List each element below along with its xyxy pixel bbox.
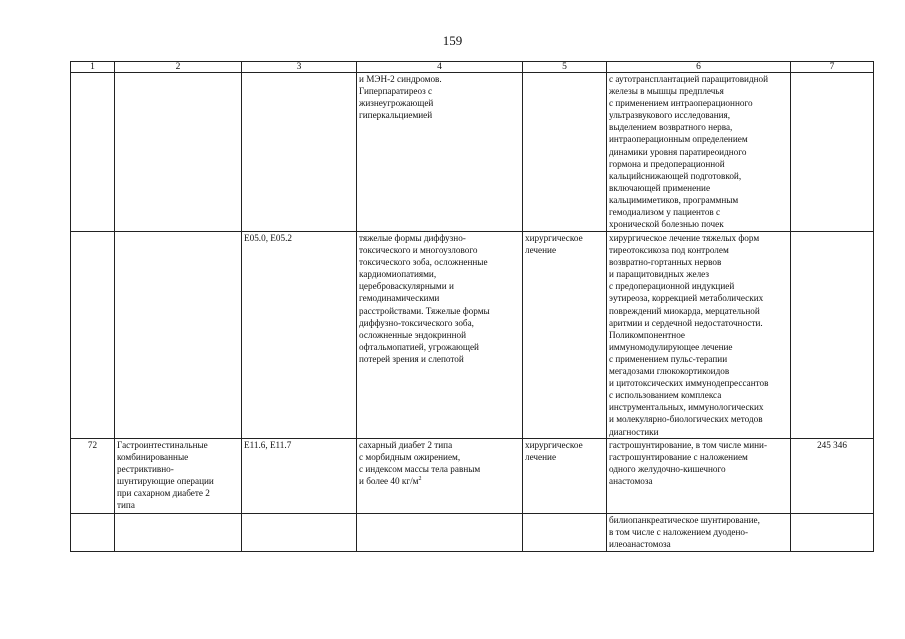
text-line: ультразвукового исследования, bbox=[609, 110, 731, 121]
text-line: выделением возвратного нерва, bbox=[609, 122, 733, 133]
treatment-type-cell bbox=[523, 513, 607, 551]
text-line: железы в мышцы предплечья bbox=[609, 86, 724, 97]
cost-cell bbox=[791, 232, 874, 439]
text-line: типа bbox=[117, 500, 135, 511]
bmi-text: и более 40 кг/м bbox=[359, 475, 419, 486]
procedures-table bbox=[70, 61, 874, 552]
text-line: цереброваскулярными и bbox=[359, 281, 454, 292]
text-line: билиопанкреатическое шунтирование, bbox=[609, 514, 760, 525]
page-number: 159 bbox=[442, 33, 463, 48]
cost-cell bbox=[791, 513, 874, 551]
text-line: лечение bbox=[525, 245, 557, 256]
text-line: диффузно-токсического зоба, bbox=[359, 317, 474, 328]
treatment-method-cell bbox=[607, 438, 791, 513]
text-line: повреждений миокарда, мерцательной bbox=[609, 305, 760, 316]
row-number-cell bbox=[71, 513, 115, 551]
text-line: и молекулярно-биологических методов bbox=[609, 414, 763, 425]
text-line: с предоперационной индукцией bbox=[609, 281, 735, 292]
text-line: тиреотоксикоза под контролем bbox=[609, 245, 729, 256]
table-row bbox=[71, 232, 874, 439]
text-line: динамики уровня паратиреоидного bbox=[609, 146, 747, 157]
icd-code-cell: E05.0, E05.2 bbox=[242, 232, 357, 439]
text-line: и цитотоксических иммунодепрессантов bbox=[609, 378, 769, 389]
text-line: с морбидным ожирением, bbox=[359, 451, 461, 462]
text-line: иммуномодулирующее лечение bbox=[609, 341, 733, 352]
text-line: с аутотрансплантацией паращитовидной bbox=[609, 74, 769, 84]
procedure-name-cell bbox=[115, 513, 242, 551]
text-line: расстройствами. Тяжелые формы bbox=[359, 305, 490, 316]
text-line: и МЭН-2 синдромов. bbox=[359, 74, 442, 84]
text-line: гемодинамическими bbox=[359, 293, 440, 304]
icd-code-cell bbox=[242, 513, 357, 551]
procedure-name-cell bbox=[115, 73, 242, 232]
treatment-type-cell bbox=[523, 73, 607, 232]
text-line: мегадозами глюкокортикоидов bbox=[609, 366, 730, 377]
diagnosis-cell bbox=[357, 513, 523, 551]
text-line: с индексом массы тела равным bbox=[359, 463, 481, 474]
column-header: 3 bbox=[242, 62, 357, 73]
text-line: включающей применение bbox=[609, 182, 711, 193]
diagnosis-cell bbox=[357, 232, 523, 439]
text-line: илеоанастомоза bbox=[609, 538, 671, 549]
treatment-method-cell bbox=[607, 513, 791, 551]
table-row bbox=[71, 438, 874, 513]
text-line: тяжелые формы диффузно- bbox=[359, 233, 466, 243]
treatment-method-cell bbox=[607, 73, 791, 232]
text-line: сахарный диабет 2 типа bbox=[359, 439, 453, 450]
text-line: потерей зрения и слепотой bbox=[359, 353, 464, 364]
text-line: осложненные эндокринной bbox=[359, 329, 467, 340]
text-line: интраоперационным определением bbox=[609, 134, 748, 145]
text-line: хирургическое лечение тяжелых форм bbox=[609, 233, 760, 243]
text-line: и паращитовидных желез bbox=[609, 269, 709, 280]
text-line: эутиреоза, коррекцией метаболических bbox=[609, 293, 764, 304]
row-number-cell bbox=[71, 232, 115, 439]
text-line bbox=[359, 475, 520, 487]
text-line: Гастроинтестинальные bbox=[117, 439, 208, 450]
row-number-cell bbox=[71, 73, 115, 232]
superscript: 2 bbox=[418, 475, 422, 482]
diagnosis-cell bbox=[357, 438, 523, 513]
table-row bbox=[71, 73, 874, 232]
text-line: Гиперпаратиреоз с bbox=[359, 86, 433, 97]
table-row bbox=[71, 513, 874, 551]
text-line: гемодиализом у пациентов с bbox=[609, 207, 721, 218]
text-line: с использованием комплекса bbox=[609, 390, 722, 401]
treatment-method-cell bbox=[607, 232, 791, 439]
text-line: анастомоза bbox=[609, 475, 653, 486]
text-line: хронической болезнью почек bbox=[609, 219, 724, 230]
text-line: инструментальных, иммунологических bbox=[609, 402, 764, 413]
text-line: хирургическое bbox=[525, 233, 583, 243]
text-line: диагностики bbox=[609, 426, 659, 437]
text-line: жизнеугрожающей bbox=[359, 98, 434, 109]
icd-code-cell bbox=[242, 73, 357, 232]
column-header: 4 bbox=[357, 62, 523, 73]
column-header: 7 bbox=[791, 62, 874, 73]
text-line: гастрошунтирование, в том числе мини- bbox=[609, 439, 767, 450]
text-line: кардиомиопатиями, bbox=[359, 269, 437, 280]
procedure-name-cell bbox=[115, 438, 242, 513]
text-line: кальцийснижающей подготовкой, bbox=[609, 170, 742, 181]
text-line: аритмии и сердечной недостаточности. bbox=[609, 317, 763, 328]
text-line: при сахарном диабете 2 bbox=[117, 487, 210, 498]
text-line: с применением интраоперационного bbox=[609, 98, 753, 109]
row-number-cell: 72 bbox=[71, 438, 115, 513]
procedure-name-cell bbox=[115, 232, 242, 439]
text-line: комбинированные bbox=[117, 451, 189, 462]
text-line: лечение bbox=[525, 451, 557, 462]
treatment-type-cell bbox=[523, 438, 607, 513]
table-header-row bbox=[71, 62, 874, 73]
text-line: гастрошунтирование с наложением bbox=[609, 451, 748, 462]
diagnosis-cell bbox=[357, 73, 523, 232]
text-line: токсического зоба, осложненные bbox=[359, 257, 488, 268]
column-header: 1 bbox=[71, 62, 115, 73]
text-line: токсического и многоузлового bbox=[359, 245, 478, 256]
text-line: с применением пульс-терапии bbox=[609, 353, 728, 364]
column-header: 2 bbox=[115, 62, 242, 73]
treatment-type-cell bbox=[523, 232, 607, 439]
text-line: Поликомпонентное bbox=[609, 329, 685, 340]
text-line: шунтирующие операции bbox=[117, 475, 214, 486]
text-line: кальцимиметиков, программным bbox=[609, 194, 739, 205]
cost-cell: 245 346 bbox=[791, 438, 874, 513]
text-line: гиперкальциемией bbox=[359, 110, 433, 121]
text-line: офтальмопатией, угрожающей bbox=[359, 341, 479, 352]
column-header: 5 bbox=[523, 62, 607, 73]
text-line: одного желудочно-кишечного bbox=[609, 463, 726, 474]
text-line: в том числе с наложением дуодено- bbox=[609, 526, 749, 537]
icd-code-cell: E11.6, E11.7 bbox=[242, 438, 357, 513]
text-line: возвратно-гортанных нервов bbox=[609, 257, 722, 268]
text-line: хирургическое bbox=[525, 439, 583, 450]
cost-cell bbox=[791, 73, 874, 232]
column-header: 6 bbox=[607, 62, 791, 73]
text-line: рестриктивно- bbox=[117, 463, 174, 474]
text-line: гормона и предоперационной bbox=[609, 158, 725, 169]
